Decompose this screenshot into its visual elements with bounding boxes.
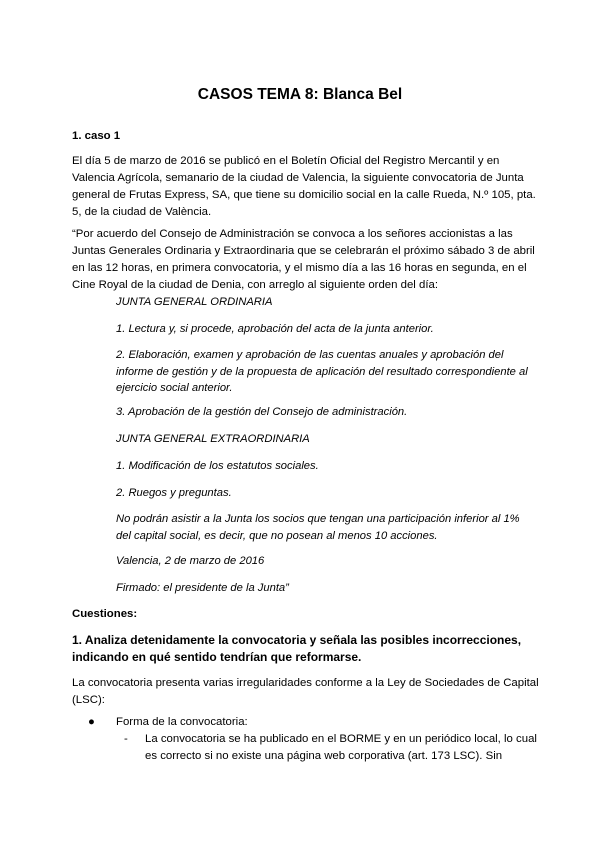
question-1 — [72, 632, 532, 666]
case-statement-paragraph — [72, 153, 536, 221]
paragraph-line: La convocatoria presenta varias irregularidades conforme a la Ley de Sociedades de Capital — [72, 677, 539, 689]
agenda-item-2 — [116, 347, 528, 397]
section-heading-caso-1: 1. caso 1 — [72, 130, 121, 142]
paragraph-line: Juntas Generales Ordinaria y Extraordinaria que se celebrarán el próximo sábado 3 de abril — [72, 245, 535, 257]
paragraph-line: en las 12 horas, en primera convocatoria, y el mismo día a las 16 horas en segunda, en el — [72, 262, 527, 274]
bullet-text: Forma de la convocatoria: — [116, 716, 248, 728]
convocatoria-paragraph — [72, 226, 535, 294]
paragraph-line: Cine Royal de la ciudad de Denia, con arreglo al siguiente orden del día: — [72, 279, 439, 291]
paragraph-line: “Por acuerdo del Consejo de Administración se convoca a los señores accionistas a las — [72, 228, 513, 240]
agenda-extraordinaria-heading: JUNTA GENERAL EXTRAORDINARIA — [116, 433, 310, 445]
agenda-ordinaria-heading: JUNTA GENERAL ORDINARIA — [116, 296, 273, 308]
agenda-signature: Firmado: el presidente de la Junta” — [116, 582, 289, 594]
paragraph-line: El día 5 de marzo de 2016 se publicó en el Boletín Oficial del Registro Mercantil y en — [72, 155, 500, 167]
document-title: CASOS TEMA 8: Blanca Bel — [197, 86, 403, 103]
paragraph-line: 5, de la ciudad de València. — [72, 206, 212, 218]
agenda-item-1: 1. Lectura y, si procede, aprobación del acta de la junta anterior. — [116, 323, 434, 335]
agenda-date: Valencia, 2 de marzo de 2016 — [116, 555, 265, 567]
agenda-line: 2. Elaboración, examen y aprobación de las cuentas anuales y aprobación del — [116, 349, 504, 361]
agenda-line: informe de gestión y de la propuesta de aplicación del resultado correspondiente al — [116, 365, 528, 378]
dash-text — [145, 731, 535, 765]
agenda-line: del capital social, es decir, que no posean al menos 10 acciones. — [116, 529, 438, 542]
dash-icon: - — [124, 733, 128, 745]
dash-line: es correcto si no existe una página web corporativa (art. 173 LSC). Sin — [145, 750, 503, 762]
agenda-item-3: 3. Aprobación de la gestión del Consejo de administración. — [116, 406, 408, 418]
agenda-extra-item-1: 1. Modificación de los estatutos sociales. — [116, 460, 319, 472]
paragraph-line: general de Frutas Express, SA, que tiene su domicilio social en la calle Rueda, N.º 105, pta. — [72, 189, 536, 201]
paragraph-line: Valencia Agrícola, semanario de la ciudad de Valencia, la siguiente convocatoria de Junta — [72, 172, 524, 184]
dash-line: La convocatoria se ha publicado en el BORME y en un periódico local, lo cual — [145, 733, 537, 745]
agenda-line: ejercicio social anterior. — [116, 382, 233, 394]
question-line: 1. Analiza detenidamente la convocatoria y señala las posibles incorrecciones, — [72, 633, 522, 647]
agenda-line: No podrán asistir a la Junta los socios que tengan una participación inferior al 1% — [116, 513, 520, 525]
agenda-extra-item-2: 2. Ruegos y preguntas. — [116, 487, 232, 499]
cuestiones-heading: Cuestiones: — [72, 608, 138, 620]
agenda-note — [116, 511, 528, 544]
paragraph-line: (LSC): — [72, 694, 105, 706]
question-line: indicando en qué sentido tendrían que reformarse. — [72, 650, 362, 664]
bullet-icon: ● — [88, 716, 95, 728]
answer-intro — [72, 675, 539, 709]
